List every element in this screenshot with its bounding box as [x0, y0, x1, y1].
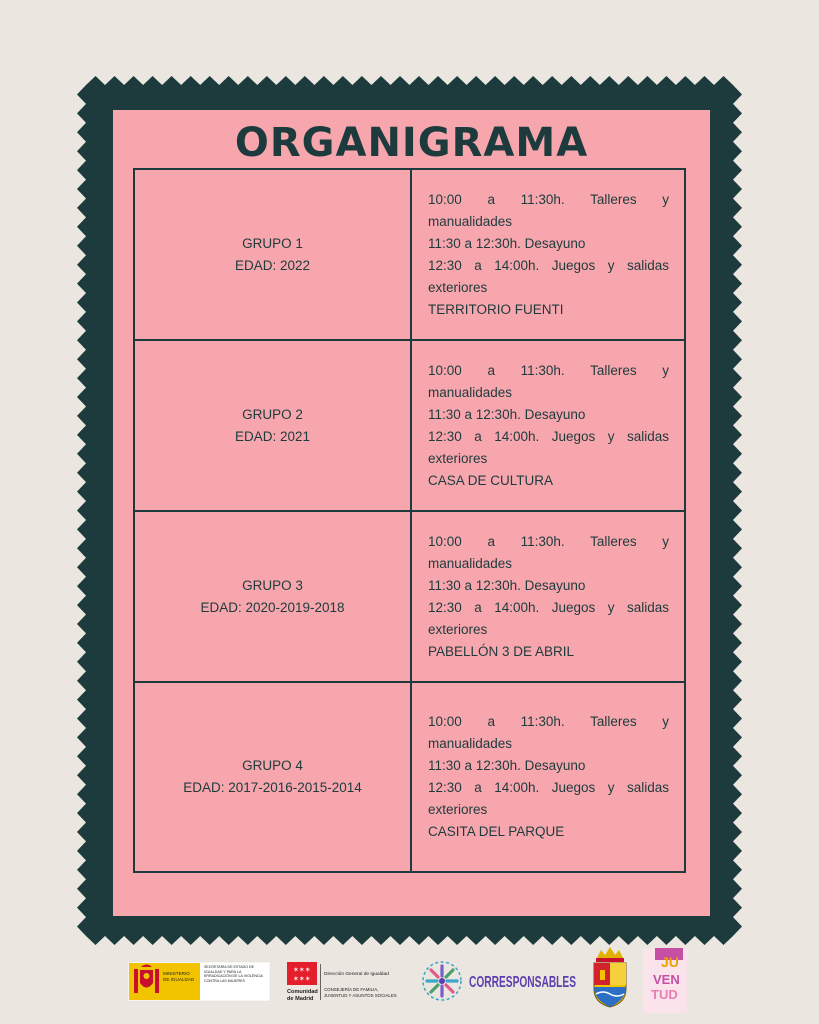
schedule-line: 10:00 a 11:30h. Talleres y	[428, 714, 669, 729]
schedule-cell	[411, 169, 685, 340]
schedule-line: 10:00 a 11:30h. Talleres y	[428, 362, 669, 378]
juventud-logo	[643, 948, 687, 1013]
schedule-line: 11:30 a 12:30h. Desayuno	[428, 406, 586, 422]
corresponsables-logo	[423, 962, 576, 1000]
corresponsables-label: CORRESPONSABLES	[469, 974, 577, 991]
comunidad-name1: Comunidad	[287, 989, 318, 995]
sponsor-logos	[0, 940, 819, 1020]
location: CASA DE CULTURA	[428, 472, 554, 488]
schedule-line: manualidades	[428, 384, 513, 400]
group-cell	[134, 169, 411, 340]
table-row	[134, 682, 685, 872]
schedule-line: 10:00 a 11:30h. Talleres y	[428, 533, 669, 549]
comunidad-dept3: JUVENTUD Y ASUNTOS SOCIALES	[324, 993, 397, 998]
schedule-cell	[411, 682, 685, 872]
schedule-line: manualidades	[428, 213, 513, 229]
group-name: GRUPO 2	[242, 406, 303, 422]
svg-text:✶✶✶: ✶✶✶	[293, 966, 311, 974]
ministerio-secretaria: SECRETARÍA DE ESTADO DE IGUALDAD Y PARA LA ERRADICACIÓN DE LA VIOLENCIA CONTRA LAS MUJERES	[204, 965, 263, 983]
group-cell	[134, 340, 411, 511]
location: TERRITORIO FUENTI	[428, 301, 564, 317]
schedule-line: 11:30 a 12:30h. Desayuno	[428, 758, 586, 773]
svg-text:✶✶✶: ✶✶✶	[293, 975, 311, 983]
table-row	[134, 340, 685, 511]
schedule-cell	[411, 340, 685, 511]
group-age: EDAD: 2020-2019-2018	[200, 599, 345, 615]
group-name: GRUPO 1	[242, 235, 303, 251]
group-name: GRUPO 3	[242, 577, 303, 593]
schedule-line: 12:30 a 14:00h. Juegos y salidas	[428, 428, 669, 444]
schedule-line: manualidades	[428, 736, 513, 751]
group-cell	[134, 682, 411, 872]
juventud-a: JU	[661, 954, 679, 970]
schedule-line: exteriores	[428, 802, 488, 817]
corresponsables-flower-icon	[423, 962, 461, 1000]
schedule-line: 11:30 a 12:30h. Desayuno	[428, 577, 586, 593]
group-age: EDAD: 2021	[234, 428, 311, 444]
schedule-cell	[411, 511, 685, 682]
schedule-line: 12:30 a 14:00h. Juegos y salidas	[428, 780, 669, 795]
ministerio-line1: MINISTERIO	[163, 971, 190, 976]
ministerio-igualdad-logo	[128, 962, 270, 1001]
page-title: ORGANIGRAMA	[234, 120, 589, 166]
schedule-line: manualidades	[428, 555, 513, 571]
schedule-line: 12:30 a 14:00h. Juegos y salidas	[428, 257, 669, 273]
group-name: GRUPO 4	[242, 758, 303, 773]
group-cell	[134, 511, 411, 682]
table-row	[134, 169, 685, 340]
group-age: EDAD: 2017-2016-2015-2014	[183, 780, 362, 795]
schedule-line: 12:30 a 14:00h. Juegos y salidas	[428, 599, 669, 615]
schedule-line: 10:00 a 11:30h. Talleres y	[428, 191, 669, 207]
ministerio-line2: DE IGUALDAD	[163, 977, 195, 982]
location: PABELLÓN 3 DE ABRIL	[428, 643, 575, 659]
comunidad-name2: de Madrid	[287, 996, 314, 1002]
comunidad-madrid-logo	[287, 962, 397, 1002]
table-row	[134, 511, 685, 682]
organigram-table	[133, 168, 686, 873]
location: CASITA DEL PARQUE	[428, 824, 565, 839]
schedule-line: exteriores	[428, 621, 488, 637]
municipal-coat-of-arms-icon	[594, 947, 626, 1007]
schedule-line: exteriores	[428, 450, 488, 466]
schedule-line: exteriores	[428, 279, 488, 295]
comunidad-dept1: Dirección General de Igualdad	[324, 972, 389, 977]
juventud-b: VEN	[653, 972, 680, 987]
group-age: EDAD: 2022	[234, 257, 311, 273]
comunidad-dept2: CONSEJERÍA DE FAMILIA,	[324, 987, 379, 992]
juventud-c: TUD	[651, 987, 678, 1002]
schedule-line: 11:30 a 12:30h. Desayuno	[428, 235, 586, 251]
